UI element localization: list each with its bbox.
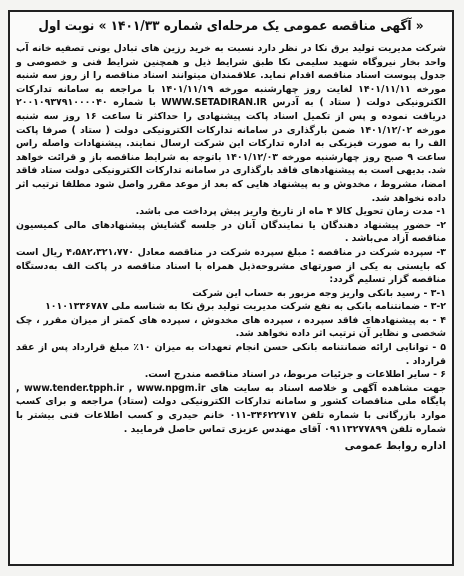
condition-6: ۶ - سایر اطلاعات و جزئیات مربوط، در اسناد مناقصه مندرج است. bbox=[144, 369, 446, 381]
intro-paragraph: شرکت مدیریت تولید برق نکا در نظر دارد نسبت به خرید رزین های تبادل یونی تصفیه خانه آب واحد بخار نیروگاه شهید سلیمی نکا طبق شرایط ذیل و همچنین شرایط فنی و خصوصی و جدول پیوست اسناد مناقصه اقدام نماید. علاقمندان میتوانند اسناد مناقصه را از روز سه شنبه مورخه ۱۴۰۱/۱۱/۱۱ لغایت روز چهارشنبه مورخه ۱۴۰۱/۱۱/۱۹ با مراجعه به سامانه تدارکات الکترونیکی دولت ( ستاد ) به آدرس WWW.SETADIRAN.IR با شماره ۲۰۰۱۰۹۳۷۹۱۰۰۰۰۴۰ دریافت نموده و پس از تکمیل اسناد پاکت پیشنهادی را حداکثر تا ساعت ۱۶ روز سه شنبه مورخه ۱۴۰۱/۱۲/۰۲ ضمن بارگذاری در سامانه تدارکات الکترونیکی دولت ( ستاد ) صرفا پاکت الف را به صورت فیزیکی به اداره تدارکات این شرکت ارسال نمایند. پیشنهادات واصله راس ساعت ۹ صبح روز چهارشنبه مورخه ۱۴۰۱/۱۲/۰۳ باتوجه به شرایط مناقصه باز و قرائت خواهد شد. بدیهی است به پیشنهادهای فاقد بارگذاری در سامانه تدارکات الکترونیکی دولت ستاد فاقد امضا، مشروط ، مخدوش و به پیشنهاد هایی که بعد از موعد مقرر واصل شود مطلقا ترتیب اثر داده نخواهد شد. bbox=[16, 43, 446, 204]
condition-2: ۲- حضور پیشنهاد دهندگان یا نمایندگان آنان در جلسه گشایش پیشنهادهای مالی کمیسیون مناقصه آزاد می‌باشد . bbox=[16, 219, 446, 245]
condition-4: ۴ - به پیشنهادهای فاقد سپرده ، سپرده های مخدوش ، سپرده های کمتر از میزان مقرر ، چک شخصی و نظایر آن ترتیب اثر داده نخواهد شد. bbox=[16, 314, 446, 340]
tender-notice bbox=[8, 10, 454, 566]
condition-1: ۱- مدت زمان تحویل کالا ۴ ماه از تاریخ واریز پیش پرداخت می باشد. bbox=[135, 206, 446, 218]
condition-3-2: ۳-۲ - ضمانتنامه بانکی به نفع شرکت مدیریت تولید برق نکا به شناسه ملی ۱۰۱۰۱۳۳۶۷۸۷ bbox=[45, 301, 446, 313]
condition-5: ۵ - توانایی ارائه ضمانتنامه بانکی حسن انجام تعهدات به میزان ۱۰٪ مبلغ قرارداد پس از عقد قرارداد . bbox=[16, 342, 446, 367]
notice-title: « آگهی مناقصه عمومی یک مرحله‌ای شماره ۱۴۰۱/۳۳ » نوبت اول bbox=[38, 19, 424, 34]
notice-body bbox=[16, 42, 446, 560]
contact-paragraph: جهت مشاهده آگهی و خلاصه اسناد به سایت های www.tender.tpph.ir , www.npgm.ir , پایگاه ملی مناقصات کشور و سامانه تدارکات الکترونیکی دولت (ستاد) مراجعه و برای کسب موارد بازرگانی با شماره تلفن ۳۴۶۲۲۷۱۷-۰۱۱ خانم حیدری و کسب اطلاعات فنی بیشتر با شماره تلفن ۰۹۱۱۳۲۷۷۸۹۹ آقای مهندس عزیزی تماس حاصل فرمایید . bbox=[16, 382, 446, 435]
condition-3-1: ۳-۱ - رسید بانکی واریز وجه مزبور به حساب این شرکت bbox=[192, 287, 446, 299]
signature: اداره روابط عمومی bbox=[344, 440, 446, 453]
condition-3: ۳- سپرده شرکت در مناقصه : مبلغ سپرده شرکت در مناقصه معادل ۴،۵۸۲،۳۲۱،۷۷۰ ریال است که بایستی به یکی از صورتهای مشروحه‌ذیل همراه با اسناد مناقصه در پاکت الف به‌دستگاه مناقصه گزار تسلیم گردد: bbox=[16, 246, 446, 286]
